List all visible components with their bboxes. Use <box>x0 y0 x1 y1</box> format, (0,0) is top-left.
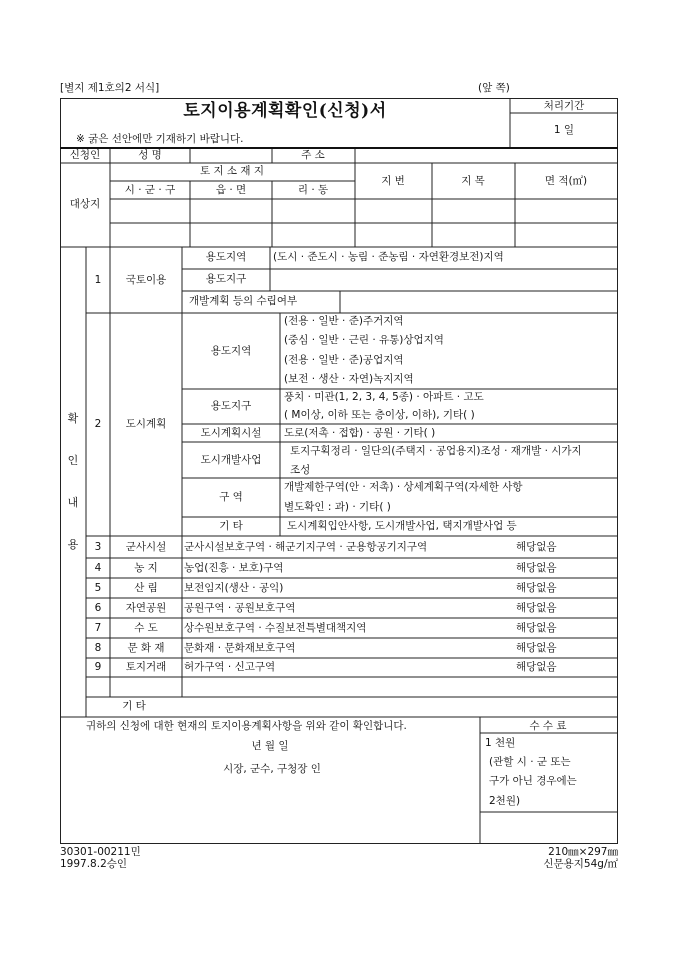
section-3-number: 3 <box>94 541 102 553</box>
confirm-side-char-2: 인 <box>67 454 79 467</box>
section-4-value: 농업(진흥 · 보호)구역 <box>184 562 284 574</box>
approval-date: 1997.8.2승인 <box>60 858 128 870</box>
paper-size: 210㎜×297㎜ <box>548 846 618 858</box>
ridong-label: 리 · 동 <box>297 184 329 196</box>
instruction-note: ※ 굵은 선안에만 기재하기 바랍니다. <box>76 133 244 145</box>
sec1-zone-value: (도시 · 준도시 · 농림 · 준농림 · 자연환경보전)지역 <box>273 251 504 263</box>
section-9-value: 허가구역 · 신고구역 <box>184 661 276 673</box>
sec2-facility-value: 도로(저촉 · 접합) · 공원 · 기타( ) <box>284 427 436 439</box>
address-field[interactable] <box>357 149 616 162</box>
confirmation-statement: 귀하의 신청에 대한 현재의 토지이용계획사항을 위와 같이 확인합니다. <box>86 720 407 732</box>
applicant-label: 신청인 <box>69 149 101 161</box>
sec2-etc-value: 도시계획입안사항, 도시개발사업, 택지개발사업 등 <box>287 520 517 532</box>
name-field[interactable] <box>192 149 270 162</box>
section-5-name: 산 림 <box>134 582 158 594</box>
area-sqm-label: 면 적(㎡) <box>544 175 588 187</box>
sec2-zone-line-1: (전용 · 일반 · 준)주거지역 <box>284 315 404 327</box>
front-page-label: (앞 쪽) <box>478 82 510 94</box>
issuer-line: 시장, 군수, 구청장 인 <box>223 763 321 775</box>
section-6-value: 공원구역 · 공원보호구역 <box>184 602 296 614</box>
target-site-label: 대상지 <box>69 198 101 210</box>
section-1-number: 1 <box>94 274 102 286</box>
name-label: 성 명 <box>138 149 162 161</box>
fee-label: 수 수 료 <box>529 720 567 732</box>
section-5-number: 5 <box>94 582 102 594</box>
sec1-dev-plan-label: 개발계획 등의 수립여부 <box>189 295 298 307</box>
form-reference: [별지 제1호의2 서식] <box>60 82 160 94</box>
address-label: 주 소 <box>301 149 325 161</box>
sec2-area-label: 구 역 <box>219 491 243 503</box>
section-8-name: 문 화 재 <box>127 642 165 654</box>
section-7-value: 상수원보호구역 · 수질보전특별대책지역 <box>184 622 367 634</box>
section-7-name: 수 도 <box>134 622 158 634</box>
fee-line-4: 2천원) <box>489 795 521 807</box>
section-6-number: 6 <box>94 602 102 614</box>
section-5-status: 해당없음 <box>516 582 557 594</box>
section-3-value: 군사시설보호구역 · 해군기지구역 · 군용항공기지구역 <box>184 541 428 553</box>
section-3-status: 해당없음 <box>516 541 557 553</box>
section-4-name: 농 지 <box>134 562 158 574</box>
sec1-zone-label: 용도지역 <box>205 251 247 263</box>
section-8-status: 해당없음 <box>516 642 557 654</box>
sec2-zone-label: 용도지역 <box>210 345 252 357</box>
sec2-devproj-label: 도시개발사업 <box>200 454 262 466</box>
lot-number-label: 지 번 <box>381 175 405 187</box>
section-7-status: 해당없음 <box>516 622 557 634</box>
misc-label: 기 타 <box>122 700 146 712</box>
processing-period-value: 1 일 <box>553 124 575 136</box>
sigungu-label: 시 · 군 · 구 <box>124 184 176 196</box>
sec2-zone-line-4: (보전 · 생산 · 자연)녹지지역 <box>284 373 414 385</box>
section-1-name: 국토이용 <box>125 274 167 286</box>
paper-type: 신문용지54g/㎡ <box>543 858 618 870</box>
sec2-area-line-2: 별도확인 : 과) · 기타( ) <box>284 501 391 513</box>
section-9-name: 토지거래 <box>125 661 167 673</box>
confirm-side-char-4: 용 <box>67 538 79 551</box>
sec2-district-label: 용도지구 <box>210 400 252 412</box>
section-2-number: 2 <box>94 418 102 430</box>
sec2-district-line-2: ( M이상, 이하 또는 층이상, 이하), 기타( ) <box>284 409 475 421</box>
form-code: 30301-00211민 <box>60 846 141 858</box>
section-7-number: 7 <box>94 622 102 634</box>
confirm-side-char-3: 내 <box>67 496 79 509</box>
section-2-name: 도시계획 <box>125 418 167 430</box>
section-3-name: 군사시설 <box>125 541 167 553</box>
land-location-label: 토 지 소 재 지 <box>199 165 265 177</box>
sec2-devproj-line-1: 토지구획정리 · 일단의(주택지 · 공업용지)조성 · 재개발 · 시가지 <box>290 445 582 457</box>
fee-line-3: 구가 아닌 경우에는 <box>489 775 577 787</box>
land-category-label: 지 목 <box>461 175 485 187</box>
section-8-value: 문화재 · 문화재보호구역 <box>184 642 296 654</box>
sec2-etc-label: 기 타 <box>219 520 243 532</box>
section-8-number: 8 <box>94 642 102 654</box>
document-title: 토지이용계획확인(신청)서 <box>183 101 387 121</box>
date-line: 년 월 일 <box>251 740 289 752</box>
eupmyeon-label: 읍 · 면 <box>215 184 247 196</box>
section-4-status: 해당없음 <box>516 562 557 574</box>
confirm-side-char-1: 확 <box>67 412 79 425</box>
sec2-zone-line-3: (전용 · 일반 · 준)공업지역 <box>284 354 404 366</box>
section-5-value: 보전임지(생산 · 공익) <box>184 582 284 594</box>
fee-line-2: (관할 시 · 군 또는 <box>489 756 571 768</box>
section-9-number: 9 <box>94 661 102 673</box>
section-6-name: 자연공원 <box>125 602 167 614</box>
sec2-facility-label: 도시계획시설 <box>200 427 262 439</box>
sec2-area-line-1: 개발제한구역(안 · 저촉) · 상세계획구역(자세한 사항 <box>284 481 523 493</box>
sec2-zone-line-2: (중심 · 일반 · 근린 · 유통)상업지역 <box>284 334 444 346</box>
processing-period-label: 처리기간 <box>543 100 585 112</box>
section-9-status: 해당없음 <box>516 661 557 673</box>
section-6-status: 해당없음 <box>516 602 557 614</box>
section-4-number: 4 <box>94 562 102 574</box>
sec1-district-label: 용도지구 <box>205 273 247 285</box>
fee-line-1: 1 천원 <box>485 737 516 749</box>
sec2-district-line-1: 풍치 · 미관(1, 2, 3, 4, 5종) · 아파트 · 고도 <box>284 391 484 403</box>
sec2-devproj-line-2: 조성 <box>290 464 311 476</box>
